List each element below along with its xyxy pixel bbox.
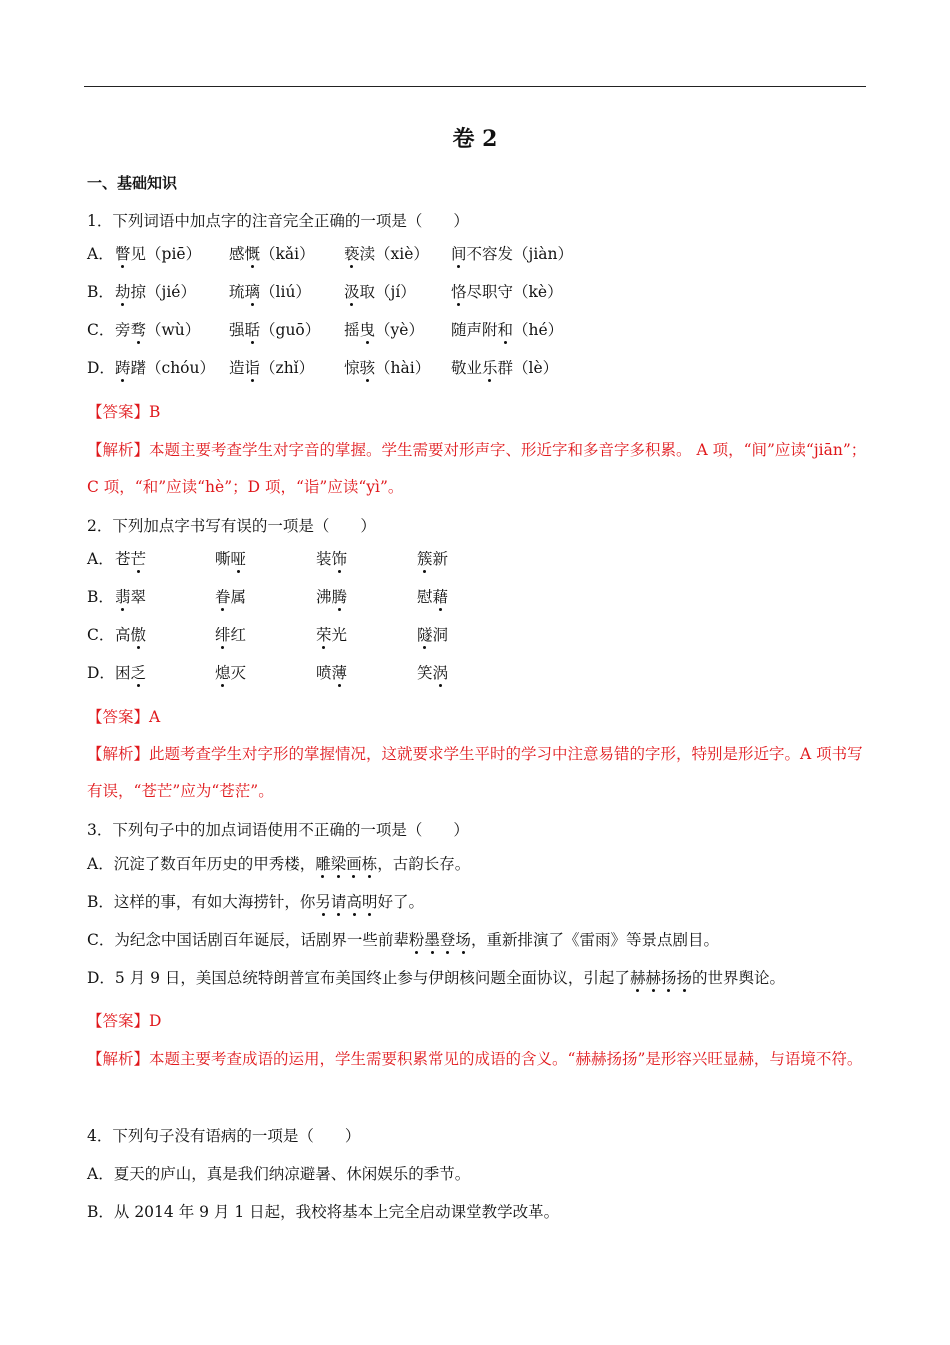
emphasis-dot-char: 荣 (316, 626, 332, 644)
word-text: （kǎi） (260, 245, 315, 263)
option-word (344, 318, 424, 342)
emphasized-text (115, 359, 131, 377)
emphasis-dot-char: 墨 (424, 931, 440, 949)
emphasis-dot-char: 饰 (331, 550, 348, 568)
option-label: C． (87, 626, 115, 644)
word-text: 笑 (417, 664, 433, 682)
word-text: 琉 (229, 283, 245, 301)
emphasis-dot-char: 曳 (359, 321, 376, 339)
q1-answer: 【答案】B (87, 403, 161, 421)
word-text: 光 (331, 626, 348, 644)
emphasis-dot-char: 扬 (676, 969, 692, 987)
emphasis-dot-char: 瞥 (115, 245, 131, 263)
emphasis-dot-char: 间 (451, 245, 467, 263)
option-word (115, 280, 196, 304)
emphasis-dot-char: 隧 (417, 626, 433, 644)
option-label: B． (87, 588, 114, 606)
option-row (87, 318, 867, 342)
option-label: C． (87, 321, 115, 339)
emphasized-text (417, 626, 433, 644)
emphasis-dot-char: 另 (315, 893, 331, 911)
emphasized-text (630, 969, 692, 987)
q3-stem: 3．下列句子中的加点词语使用不正确的一项是（ ） (87, 821, 469, 839)
word-text: 造 (229, 359, 245, 377)
option-word (417, 623, 448, 647)
emphasized-text (131, 664, 147, 682)
option-sentence (87, 890, 424, 914)
sentence-text: 的世界舆论。 (692, 969, 786, 987)
emphasized-text (332, 550, 348, 568)
emphasized-text (409, 931, 471, 949)
sentence-text: A．沉淀了数百年历史的甲秀楼， (87, 855, 316, 873)
option-word (229, 242, 315, 266)
emphasized-text (315, 893, 377, 911)
emphasized-text (451, 245, 467, 263)
word-text: 掠（jié） (130, 283, 196, 301)
emphasized-text (245, 245, 261, 263)
emphasized-text (316, 626, 332, 644)
option-word (451, 318, 563, 342)
emphasis-dot-char: 眷 (215, 588, 231, 606)
word-text: 摇 (344, 321, 360, 339)
emphasis-dot-char: 恪 (451, 283, 467, 301)
option-word (215, 623, 246, 647)
option-row (87, 242, 867, 266)
emphasized-text (245, 359, 261, 377)
sentence-text: ，重新排演了《雷雨》等景点剧目。 (470, 931, 719, 949)
word-text: 敬业 (451, 359, 483, 377)
q3-analysis (87, 1041, 867, 1078)
word-text: 随声附 (451, 321, 498, 339)
word-text: 困 (115, 664, 131, 682)
q4-option: A．夏天的庐山，真是我们纳凉避暑、休闲娱乐的季节。 (87, 1165, 471, 1183)
emphasized-text (215, 664, 231, 682)
emphasized-text (131, 550, 147, 568)
option-word (115, 661, 146, 685)
sentence-text: C．为纪念中国话剧百年诞辰，话剧界一些前辈 (87, 931, 409, 949)
emphasized-text (215, 588, 231, 606)
emphasized-text (360, 321, 376, 339)
emphasis-dot-char: 赫 (629, 969, 646, 987)
emphasized-text (131, 626, 147, 644)
emphasis-dot-char: 粉 (408, 931, 425, 949)
word-text: （guō） (260, 321, 321, 339)
emphasis-dot-char: 登 (439, 931, 456, 949)
emphasis-dot-char: 熄 (215, 664, 231, 682)
option-row (87, 623, 867, 647)
sentence-text: 好了。 (377, 893, 424, 911)
emphasized-text (115, 245, 131, 263)
word-text: 新 (432, 550, 449, 568)
emphasis-dot-char: 腾 (331, 588, 348, 606)
word-text: 不容发（jiàn） (466, 245, 574, 263)
option-row (87, 356, 867, 380)
emphasis-dot-char: 赫 (645, 969, 661, 987)
page-title: 卷 2 (452, 126, 498, 152)
word-text: （zhǐ） (260, 359, 315, 377)
emphasis-dot-char: 慨 (244, 245, 261, 263)
option-row (87, 547, 867, 571)
emphasized-text (315, 855, 377, 873)
emphasis-dot-char: 芒 (130, 550, 147, 568)
q2-analysis-body: 此题考查学生对字形的掌握情况，这就要求学生平时的学习中注意易错的字形，特别是形近字。A 项书写有误，“苍芒”应为“苍茫”。 (87, 745, 863, 800)
q2-analysis-lead: 【解析】 (87, 745, 150, 763)
option-label: B． (87, 283, 114, 301)
emphasis-dot-char: 聒 (244, 321, 261, 339)
option-sentence (87, 966, 785, 990)
emphasis-dot-char: 骛 (130, 321, 147, 339)
option-word (344, 356, 430, 380)
word-text: （hài） (375, 359, 431, 377)
emphasis-dot-char: 璃 (244, 283, 261, 301)
emphasis-dot-char: 涡 (432, 664, 449, 682)
option-label: D． (87, 664, 115, 682)
word-text: 见（piē） (130, 245, 202, 263)
q2-stem: 2．下列加点字书写有误的一项是（ ） (87, 517, 376, 535)
word-text: 苍 (115, 550, 131, 568)
option-word (316, 585, 347, 609)
emphasized-text (332, 664, 348, 682)
q3-analysis-body: 本题主要考查成语的运用，学生需要积累常见的成语的含义。“赫赫扬扬”是形容兴旺显赫，与语境不符。 (149, 1050, 863, 1068)
emphasized-text (245, 321, 261, 339)
emphasized-text (215, 626, 231, 644)
option-word (344, 242, 429, 266)
option-word (115, 623, 146, 647)
option-label: A． (87, 245, 114, 263)
option-label: A． (87, 550, 114, 568)
q3-answer: 【答案】D (87, 1012, 162, 1030)
emphasized-text (115, 588, 131, 606)
emphasis-dot-char: 翡 (115, 588, 131, 606)
q4-stem: 4．下列句子没有语病的一项是（ ） (87, 1127, 361, 1145)
q3-analysis-lead: 【解析】 (87, 1050, 150, 1068)
option-row (87, 585, 867, 609)
word-text: 洞 (432, 626, 449, 644)
sentence-text: ，古韵长存。 (377, 855, 471, 873)
emphasized-text (417, 550, 433, 568)
emphasis-dot-char: 藉 (432, 588, 449, 606)
section-heading: 一、基础知识 (87, 174, 178, 192)
option-word (451, 280, 563, 304)
word-text: 强 (229, 321, 245, 339)
option-sentence (87, 928, 719, 952)
option-word (417, 661, 448, 685)
word-text: 尽职守（kè） (466, 283, 563, 301)
q1-analysis-lead: 【解析】 (87, 441, 150, 459)
emphasized-text (360, 359, 376, 377)
emphasis-dot-char: 傲 (130, 626, 147, 644)
word-text: （wù） (146, 321, 201, 339)
emphasis-dot-char: 梁 (330, 855, 347, 873)
word-text: 红 (230, 626, 247, 644)
word-text: 感 (229, 245, 245, 263)
emphasized-text (433, 588, 449, 606)
word-text: 装 (316, 550, 332, 568)
sentence-text: B．这样的事，有如大海捞针，你 (87, 893, 316, 911)
option-word (115, 585, 146, 609)
option-word (316, 547, 347, 571)
option-word (451, 356, 558, 380)
emphasized-text (344, 283, 360, 301)
emphasis-dot-char: 栋 (361, 855, 378, 873)
emphasis-dot-char: 请 (330, 893, 347, 911)
emphasis-dot-char: 哑 (230, 550, 247, 568)
word-text: （hé） (513, 321, 564, 339)
emphasis-dot-char: 诣 (244, 359, 261, 377)
header-rule (84, 86, 866, 87)
word-text: 喷 (316, 664, 332, 682)
q2-answer: 【答案】A (87, 708, 161, 726)
emphasized-text (498, 321, 514, 339)
option-word (215, 661, 246, 685)
word-text: 躇（chóu） (130, 359, 215, 377)
emphasized-text (115, 283, 131, 301)
option-word (451, 242, 573, 266)
word-text: 沸 (316, 588, 332, 606)
option-word (316, 623, 347, 647)
sentence-text: D．5 月 9 日，美国总统特朗普宣布美国终止参与伊朗核问题全面协议，引起了 (87, 969, 630, 987)
emphasized-text (482, 359, 498, 377)
emphasis-dot-char: 高 (346, 893, 362, 911)
option-word (115, 318, 200, 342)
emphasized-text (344, 245, 360, 263)
emphasized-text (245, 283, 261, 301)
option-row (87, 661, 867, 685)
emphasis-dot-char: 场 (455, 931, 471, 949)
option-row (87, 280, 867, 304)
emphasis-dot-char: 汲 (344, 283, 360, 301)
emphasis-dot-char: 扬 (660, 969, 677, 987)
emphasized-text (433, 664, 449, 682)
option-word (229, 280, 311, 304)
option-word (229, 318, 320, 342)
emphasis-dot-char: 簇 (417, 550, 433, 568)
option-word (115, 356, 215, 380)
word-text: 群（lè） (497, 359, 559, 377)
word-text: 灭 (230, 664, 247, 682)
word-text: 取（jí） (359, 283, 416, 301)
emphasis-dot-char: 乏 (130, 664, 147, 682)
emphasis-dot-char: 明 (361, 893, 378, 911)
emphasized-text (231, 550, 247, 568)
emphasis-dot-char: 劫 (115, 283, 131, 301)
option-word (215, 585, 246, 609)
option-word (316, 661, 347, 685)
emphasized-text (451, 283, 467, 301)
option-sentence (87, 852, 470, 876)
emphasis-dot-char: 薄 (331, 664, 348, 682)
emphasis-dot-char: 骇 (359, 359, 376, 377)
emphasis-dot-char: 画 (346, 855, 362, 873)
emphasis-dot-char: 雕 (315, 855, 331, 873)
emphasized-text (332, 588, 348, 606)
emphasis-dot-char: 亵 (344, 245, 360, 263)
word-text: 翠 (130, 588, 147, 606)
q1-analysis-body: 本题主要考查学生对字音的掌握。学生需要对形声字、形近字和多音字多积累。 A 项，“间”应读“jiān”；C 项，“和”应读“hè”；D 项，“诣”应读“yì”。 (87, 441, 867, 496)
word-text: （liú） (260, 283, 311, 301)
q2-analysis (87, 736, 867, 810)
word-text: 渎（xiè） (359, 245, 429, 263)
q1-analysis (87, 432, 867, 506)
q4-option: B．从 2014 年 9 月 1 日起，我校将基本上完全启动课堂教学改革。 (87, 1203, 560, 1221)
word-text: 旁 (115, 321, 131, 339)
emphasis-dot-char: 绯 (215, 626, 231, 644)
word-text: 惊 (344, 359, 360, 377)
q1-stem: 1．下列词语中加点字的注音完全正确的一项是（ ） (87, 212, 469, 230)
emphasis-dot-char: 乐 (482, 359, 498, 377)
option-word (215, 547, 246, 571)
option-word (417, 547, 448, 571)
word-text: 高 (115, 626, 131, 644)
option-word (417, 585, 448, 609)
option-label: D． (87, 359, 115, 377)
word-text: 慰 (417, 588, 433, 606)
word-text: 属 (230, 588, 247, 606)
emphasis-dot-char: 和 (497, 321, 514, 339)
emphasis-dot-char: 踌 (115, 359, 131, 377)
option-word (344, 280, 416, 304)
emphasized-text (131, 321, 147, 339)
word-text: 嘶 (215, 550, 231, 568)
option-word (229, 356, 314, 380)
word-text: （yè） (375, 321, 424, 339)
option-word (115, 242, 201, 266)
option-word (115, 547, 146, 571)
